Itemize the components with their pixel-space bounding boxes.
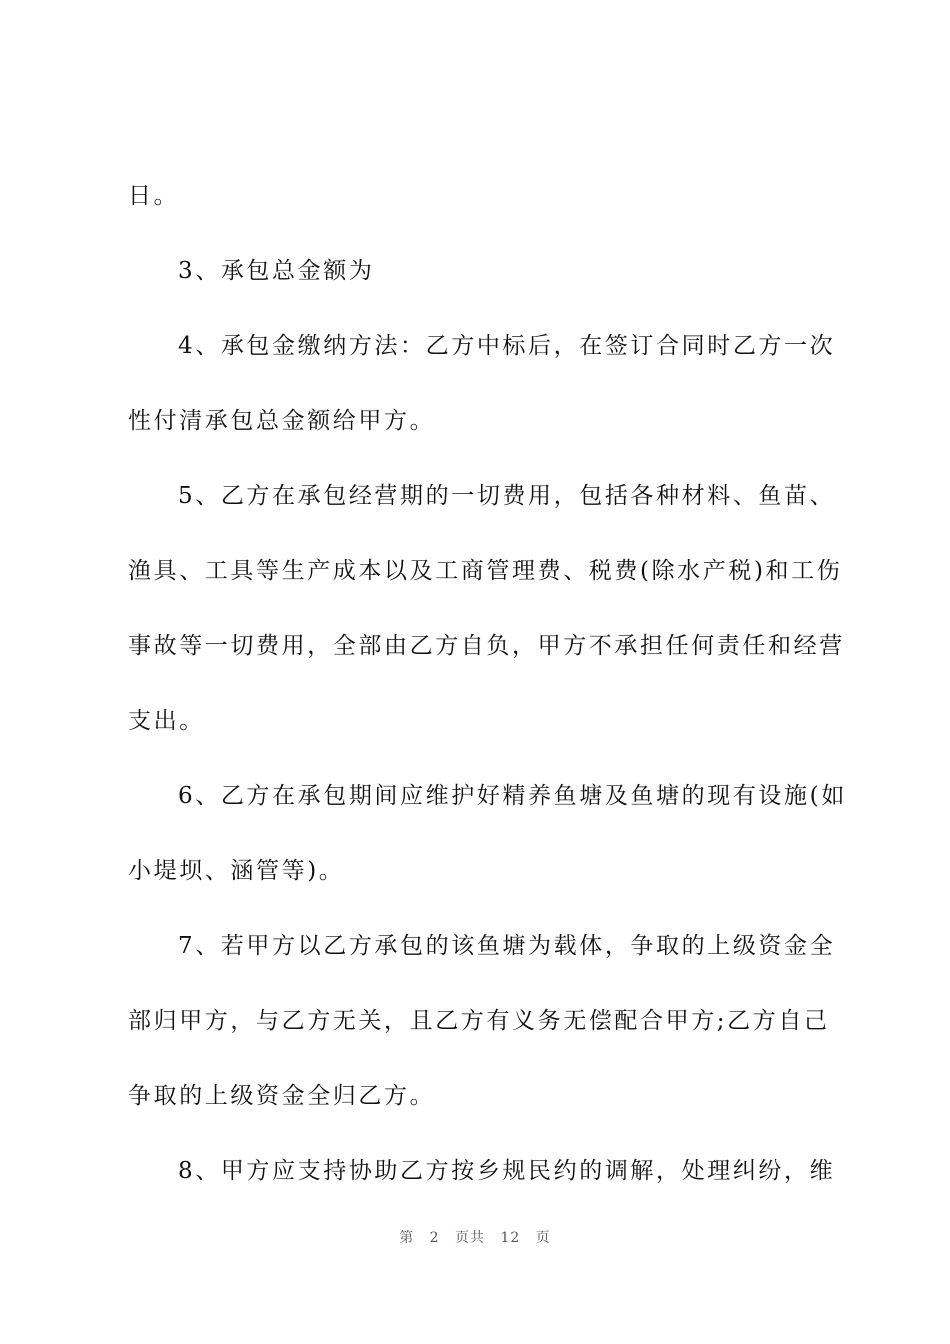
- text-line: 部归甲方，与乙方无关，且乙方有义务无偿配合甲方;乙方自己: [128, 1008, 830, 1034]
- text-line: 3、承包总金额为: [178, 258, 375, 284]
- page-number-footer: 第 2 页共 12 页: [399, 1230, 551, 1246]
- text-line: 事故等一切费用，全部由乙方自负，甲方不承担任何责任和经营: [128, 633, 845, 659]
- text-line: 争取的上级资金全归乙方。: [128, 1083, 436, 1109]
- text-line: 支出。: [128, 708, 205, 734]
- text-line: 日。: [128, 183, 180, 209]
- text-line: 5、乙方在承包经营期的一切费用，包括各种材料、鱼苗、: [178, 483, 836, 509]
- text-line: 性付清承包总金额给甲方。: [128, 408, 436, 434]
- text-line: 小堤坝、涵管等)。: [128, 858, 345, 884]
- text-line: 6、乙方在承包期间应维护好精养鱼塘及鱼塘的现有设施(如: [178, 783, 847, 809]
- text-line: 4、承包金缴纳方法：乙方中标后，在签订合同时乙方一次: [178, 333, 836, 359]
- text-line: 渔具、工具等生产成本以及工商管理费、税费(除水产税)和工伤: [128, 558, 843, 584]
- text-line: 7、若甲方以乙方承包的该鱼塘为载体，争取的上级资金全: [178, 933, 836, 959]
- text-line: 8、甲方应支持协助乙方按乡规民约的调解，处理纠纷，维: [178, 1158, 836, 1184]
